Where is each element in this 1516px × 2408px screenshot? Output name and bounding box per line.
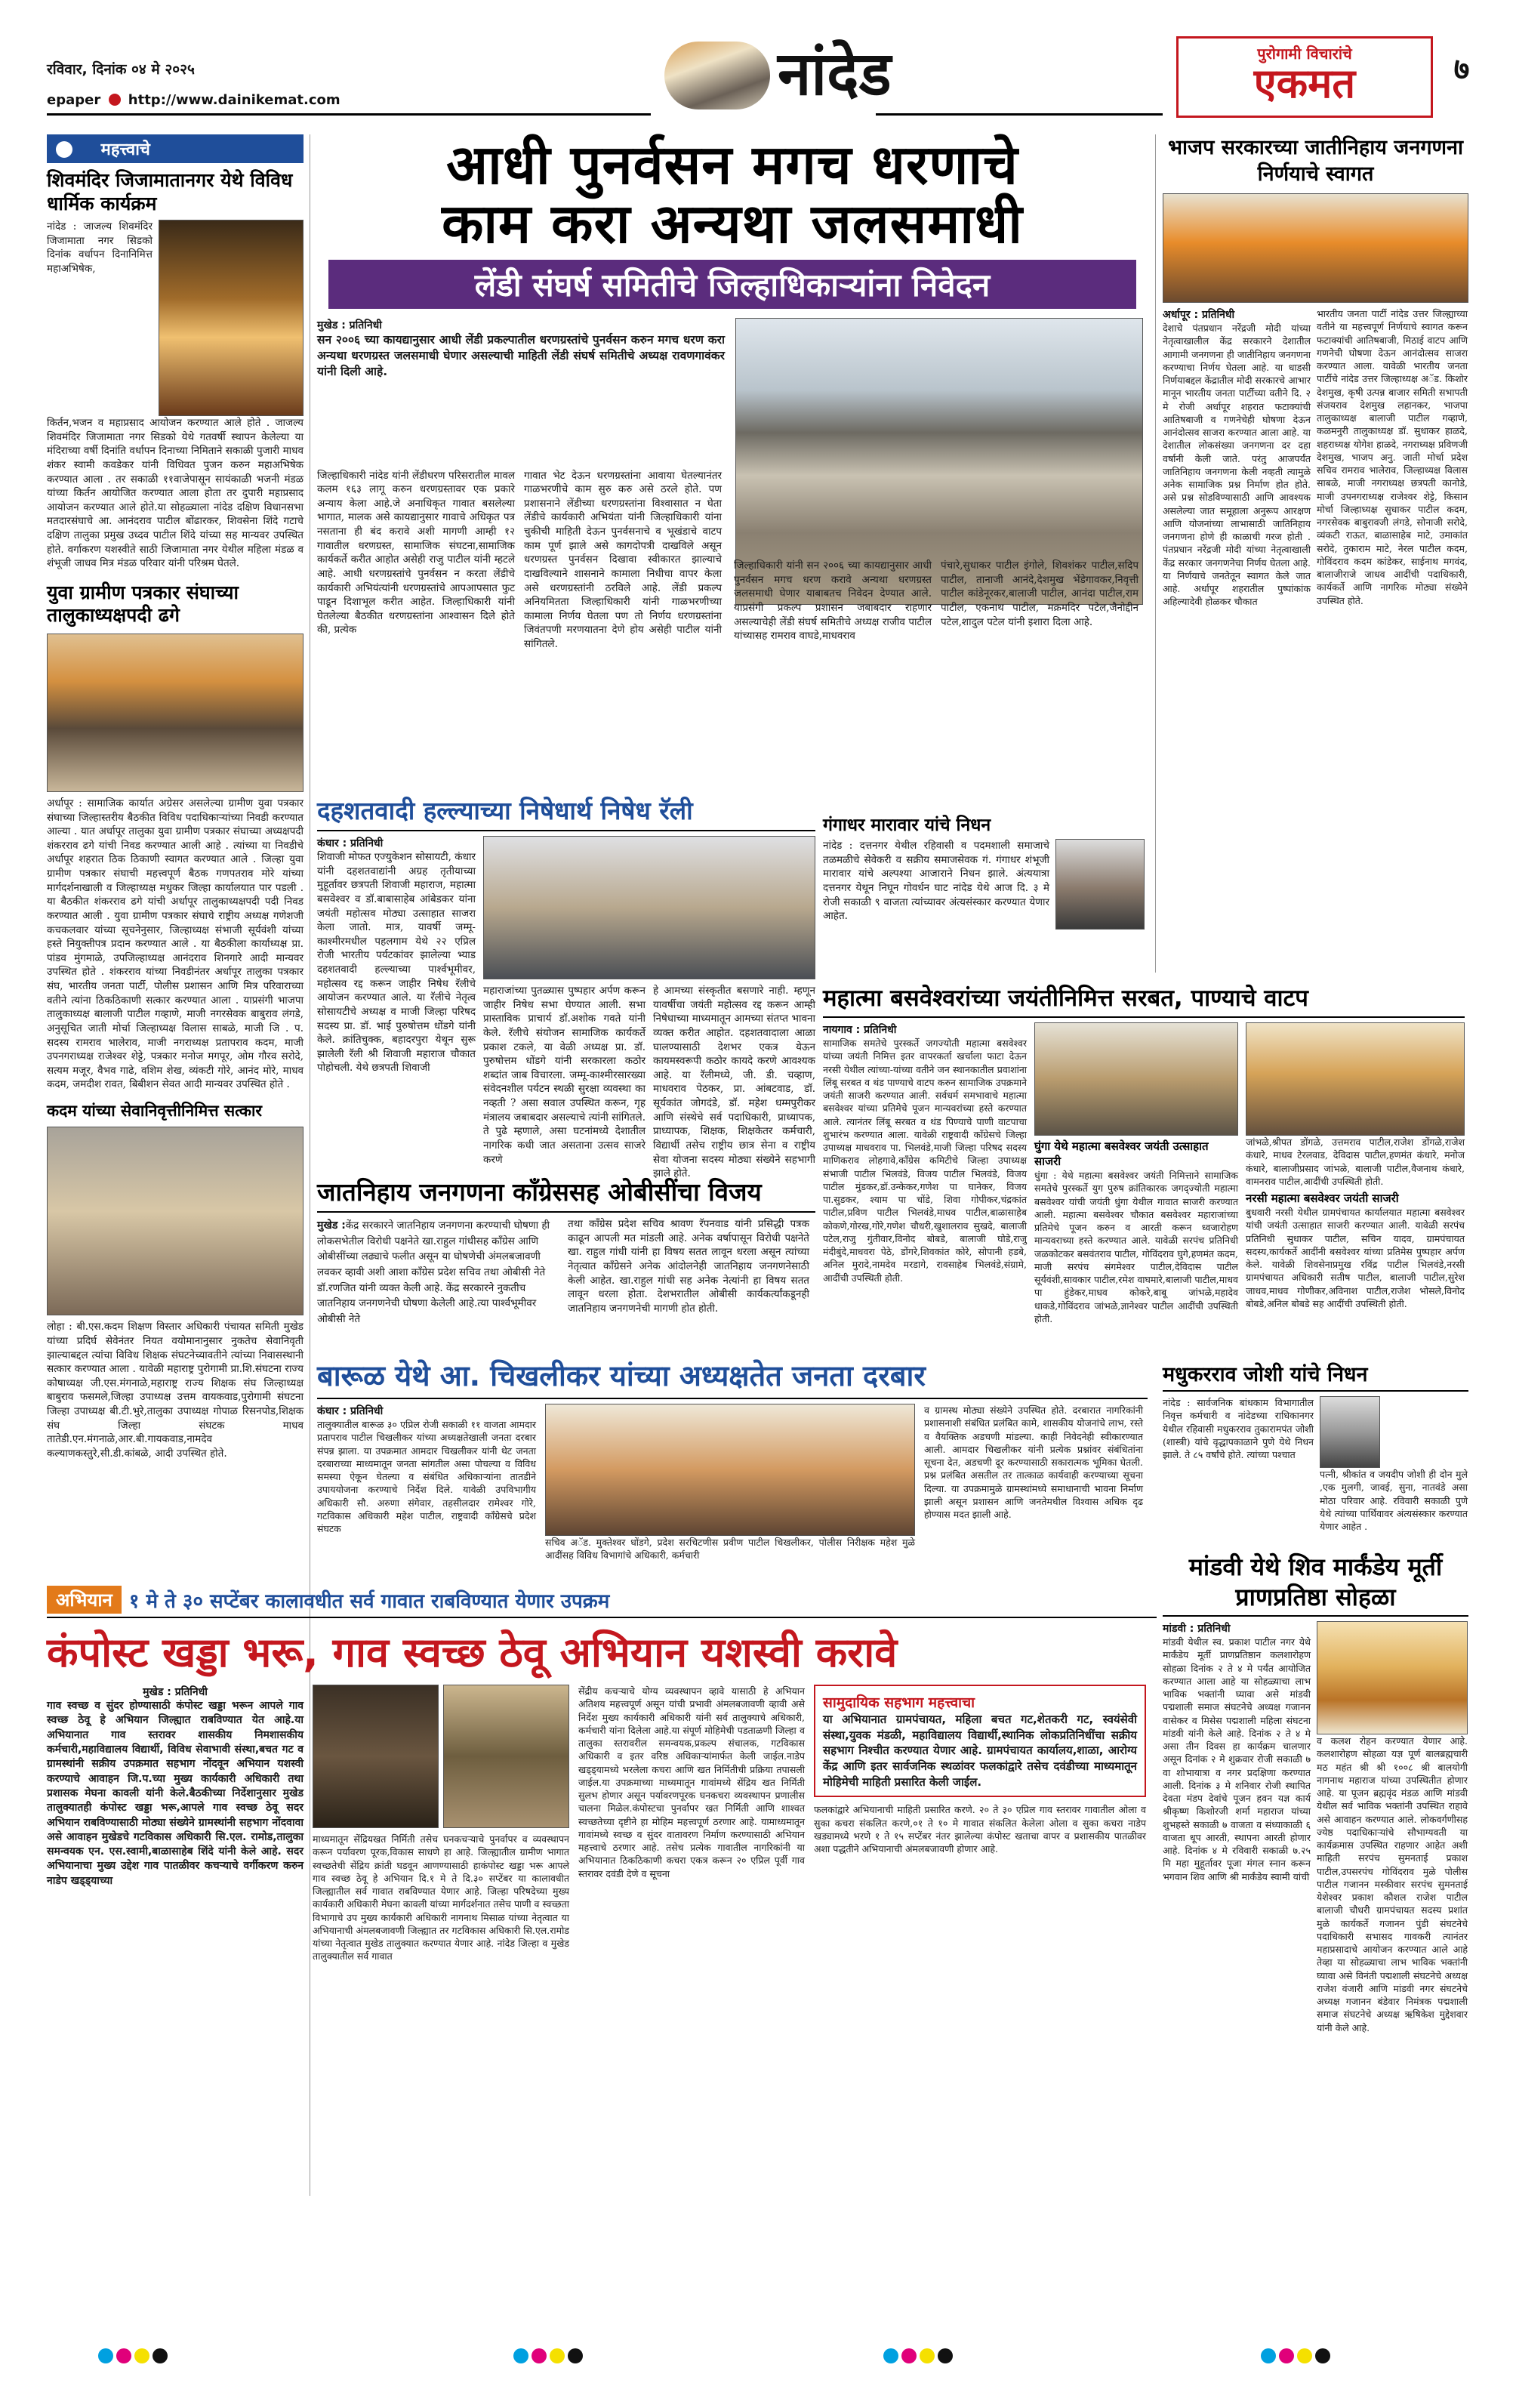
community-box-body: या अभियानात ग्रामपंचायत, महिला बचत गट,शेतकरी गट, स्वयंसेवी संस्था,युवक मंडळी, महाविद्यालय विद्यार्थी,स्थानिक लोकप्रतिनिधींचा सक्रीय सहभाग निश्चीत करण्यात येणार आहे. ग्रामपंचायत कार्यालय,शाळा, आरोग्य केंद्र आणि इतर सार्वजनिक स्थळांवर फलकांद्वारे तसेच दवंडीच्या माध्यमातून मोहिमेची माहिती प्रसारित केली जाईल. [823, 1713, 1137, 1789]
left-a3-body: लोहा : बी.एस.कदम शिक्षण विस्तार अधिकारी पंचायत समिती मुखेड यांच्या प्रदिर्घ सेवेनंतर नियत वयोमानानुसार नुकतेच सेवानिवृती झाल्याबद्दल त्यांचा विविध शिक्षक संघटनेच्यावतीने त्यांच्या निवासस्थानी सत्कार करण्यात आला . यावेळी महाराष्ट्र पुरोगामी प्रा.शि.संघटना राज्य कोषाध्यक्ष जी.एस.मंगनाळे,महाराष्ट्र राज्य शिक्षक संघ जिल्हाध्यक्ष बाबुराव फसमले,जिल्हा उपाध्यक्ष उत्तम वायकवाड,पुरोगामी संघटना जिल्हा उपाध्यक्ष बी.टी.भुरे,तालुका उपाध्यक्ष गोपाळ रिसनपोड,शिक्षक संघ जिल्हा संघटक माधव तातेडी.एन.मंगनाळे,आर.बी.गायकवाड,नामदेव कल्याणकस्तुरे,सी.डी.कांबळे, आदी उपस्थित होते. [47, 1321, 304, 1460]
jati-col-1: केंद्र सरकारने जातनिहाय जनगणना करण्याची घोषणा ही लोकसभेतील विरोधी पक्षनेते खा.राहुल गांधीसह कॉंग्रेस आणि ओबीसींच्या लढ्याचे फलीत असून या घोषणेची अंमलबजावणी लवकर व्हावी अशी आशा कॉंग्रेस प्रदेश सचिव तथा ओबीसी नेते डॉ.रणजित यांनी व्यक्त केली आहे. केंद्र सरकारने नुकतीच जातनिहाय जनगणनेची घोषणा केलेली आहे.त्या पार्श्वभूमीवर ओबीसी नेते [317, 1219, 550, 1325]
lead-col-2: गावात भेट देऊन धरणग्रस्तांना आवाया घेतल्यानंतर गाळभरणीचे काम सुरु करु असे ठरले होते. पण प्रशासनाने लेंडीच्या धरणग्रस्तांना विश्वासात न घेता लेंडीचे कार्यकारी अभियंता यांनी जिल्हाधिकारी यांना चुकीची माहिती देऊन पुनर्वसनाचे व भूखंडाचे वाटप काम पूर्ण झाले असे कागदोपत्री दाखविले असून धरणग्रस्त पुनर्वसन दिखावा स्वीकारत झाल्याचे दाखविल्याने शासनाने कामाला निधीचा वापर केला असे धरणग्रस्तांनी ठरविले आहे. लेंडी प्रकल्प अनियमितता जिल्हाधिकारी यांनी गाळभरणीच्या कामाला निर्णय घेतला पण तो निर्णय धरणग्रस्तांना जिवंतपणी मरणयातना देणे होय असेही पाटील यांनी सांगितले. [524, 469, 722, 650]
lead-deck: लेंडी संघर्ष समितीचे जिल्हाधिकाऱ्यांना निवेदन [328, 260, 1136, 309]
masthead [0, 0, 1516, 155]
journalist-group-photo [47, 634, 304, 792]
basav-photo-2 [1246, 1022, 1465, 1136]
ekmat-logo: एकमत [1253, 60, 1356, 107]
cyan-dot [513, 2348, 528, 2363]
cyan-dot [98, 2348, 113, 2363]
campaign-byline: मुखेड : प्रतिनिधी [143, 1686, 208, 1698]
community-box [814, 1685, 1146, 1797]
rally-col-3: हे आमच्या संस्कृतीत बसणारे नाही. म्हणून यावर्षीचा जयंती महोत्सव रद्द करून आम्ही निषेधाच्या माध्यमातून आमच्या संतप्त भावना व्यक्त करीत आहोत. दहशतवादाला आळा घालण्यासाठी देशभर एकत्र येऊन कायमस्वरूपी कठोर कायदे करणे आवश्यक आहे. या रॅलीमध्ये, जी. डी. चव्हाण, माधवराव पेठकर, प्रा. आंबटवाड, डॉ. सूर्यकांत जोगदंडे, डॉ. महेश धम्मपुरीकर आणि संस्थेचे सर्व पदाधिकारी, प्राध्यापक, प्राध्यापक, शिक्षक, शिक्षकेतर कर्मचारी, विद्यार्थी तसेच राष्ट्रीय छात्र सेना व राष्ट्रीय सेवा योजना सदस्य मोठ्या संख्येने सहभागी झाले होते. [653, 985, 815, 1180]
black-dot [153, 2348, 168, 2363]
darbar-title: बारूळ येथे आ. चिखलीकर यांच्या अध्यक्षतेत जनता दरबार [317, 1355, 1148, 1399]
yellow-dot [920, 2348, 935, 2363]
caste-census-story [317, 1174, 815, 1337]
print-registration-marks [98, 2348, 171, 2366]
page-number: ७ [1453, 52, 1470, 87]
darbar-byline: कंधार : प्रतिनिधी [317, 1405, 384, 1417]
yellow-dot [550, 2348, 565, 2363]
dhunga-subhead: घुंगा येथे महात्मा बसवेश्वर जयंती उत्साहात साजरी [1034, 1139, 1209, 1168]
magenta-dot [116, 2348, 131, 2363]
campaign-col-1: गाव स्वच्छ व सुंदर होण्यासाठी कंपोस्ट खड्डा भरून आपले गाव स्वच्छ ठेवू हे अभियान जिल्ह्यात राबविण्यात येत आहे.या अभियानात गाव स्तरावर शासकीय निमशासकीय कर्मचारी,महाविद्यालय विद्यार्थी, विविध सेवाभावी संस्था,बचत गट व ग्रामस्थांनी सक्रीय उपक्रमात सहभाग नोंदवून अभियान यशस्वी करण्याचे आवाहन जि.प.च्या मुख्य कार्यकारी अधिकारी तथा प्रशासक मेघना कावली यांनी केले.बैठकीच्या निर्देशानुसार मुखेड तालुक्यातही कंपोस्ट खड्डा भरू,आपले गाव स्वच्छ ठेवू सदर अभियान राबविण्यासाठी मोठ्या संख्येने ग्रामस्थांनी सहभाग नोंदवावा असे आवाहन मुखेडचे गटविकास अधिकारी सि.एल. रामोड,तालुका समन्वयक एन. एस.स्वामी,बाळासाहेब शिंदे यांनी केले आहे. सदर अभियानाचा मुख्य उद्देश गाव पातळीवर कचऱ्याचे वर्गीकरण करुन नाडेप खड्ड्याच्या [47, 1700, 304, 1887]
masthead-rule [47, 113, 651, 116]
basav-col-1: सामाजिक समतेचे पुरस्कर्ते जगज्योती महात्मा बसवेश्वर यांच्या जयंती निमित्त इतर वापरकर्ता खर्चाला फाटा देऊन नरसी येथील त्यांच्या-यांच्या वतीने जन स्थानकातील प्रवाशांना लिंबू सरबत व थंड पाण्याचे वाटप करुन सामाजिक उपक्रमाने जयंती साजरी करण्यात आली. सर्वधर्म समभावाचे महात्मा बसवेश्वर यांच्या प्रतिमेचे पूजन मान्यवरांच्या हस्ते करण्यात आले. त्यानंतर लिंबू सरबत व थंड पिण्याचे पाणी वाटपाचा शुभारंभ करण्यात आला. यावेळी राष्ट्रवादी कॉंग्रेसचे जिल्हा उपाध्यक्ष माधवराव पा. भिलवंडे,माजी जिल्हा परिषद सदस्य माणिकराव लोहगावे,कॉंग्रेस कमिटीचे जिल्हा उपाध्यक्ष संभाजी पाटील भिलवंडे, विजय पाटील भिलवंडे, विजय पाटील मुंडकर,डॉ.उन्केकर,गणेश पा घानेकर, विजय पा.सुडकर, श्याम पा चोंडे, शिवा गोपीकर,चंद्रकांत पाटील,प्रविण पाटील भिलवंडे,माधव पाटील,बाळासाहेब कोकणे,गोरख,गोरे,गणेश चौधरी,खुशालराव सुखदे, बालाजी पटेल,राजु गुंतीवार,विनोद बोबडे, बालाजी घोडे,राजु मंदीबुंदे,माधवरा पेठे, डोंगरे,शिवकांत कोरे, सोपानी हडबे, अनिल मुरादे,नामदेव मरडागे, रावसाहेब भिलवंडे,संग्रामे, आदींची उपस्थिती होती. [823, 1038, 1027, 1284]
print-registration-marks-4 [1261, 2348, 1333, 2366]
jati-title: जातनिहाय जनगणना कॉंग्रेससह ओबीसींचा विजय [317, 1174, 815, 1213]
compost-photo-1 [313, 1685, 439, 1828]
black-dot [1315, 2348, 1330, 2363]
cyan-dot [883, 2348, 898, 2363]
basav-title: महात्मा बसवेश्वरांच्या जयंतीनिमित्त सरबत, पाण्याचे वाटप [823, 982, 1465, 1018]
madhukar-body-2: पत्नी, श्रीकांत व जयदीप जोशी ही दोन मुले ,एक मुलगी, जावई, सुना, नातवंडे असा मोठा परिवार आहे. रविवारी सकाळी पुणे येथे त्यांच्या पार्थिवावर अंत्यसंस्कार करण्यात येणार आहेत . [1320, 1469, 1468, 1532]
temple-banner-photo [1317, 1621, 1468, 1734]
lead-headline-2: काम करा अन्यथा जलसमाधी [442, 191, 1023, 255]
bjp-title: भाजप सरकारच्या जातीनिहाय जनगणना निर्णयाचे स्वागत [1167, 136, 1464, 187]
compost-photo-2 [443, 1685, 569, 1828]
cyan-dot [1261, 2348, 1276, 2363]
left-a2-title: युवा ग्रामीण पत्रकार संघाच्या तालुकाध्यक्षपदी ढगे [47, 581, 239, 627]
campaign-col-2: माध्यमातून सेंद्रियखत निर्मिती तसेच घनकचऱ्याचे पुनर्वापर व व्यवस्थापन करून पर्यावरण पूरक,विकास साधणे हा आहे. जिल्ह्यातील ग्रामीण भागात स्वच्छतेची सेंद्रिय क्रांती घडवून आणण्यासाठी हाकंपोस्ट खड्डा भरू आपले गाव स्वच्छ ठेवू हे अभियान दि.१ मे ते दि.३० सप्टेंबर या कालावधीत जिल्ह्यातील सर्व गावात राबविण्यात येणार आहे. जिल्हा परिषदेच्या मुख्य कार्यकारी अधिकारी मेघना कावली यांच्या मार्गदर्शनात तसेच पाणी व स्वच्छता विभागाचे उप मुख्य कार्यकारी अधिकारी नागनाथ मिसाळ यांच्या नेतृत्वात या अभियानाची अंमलबजावणी जिल्ह्यात तर गटविकास अधिकारी सि.एल.रामोड यांच्या नेतृत्वात मुखेड तालुक्यात करण्यात येणार आहे. नांदेड जिल्हा व मुखेड तालुक्यातील सर्व गावात [313, 1833, 569, 1962]
obituary-gangadhar [823, 812, 1148, 967]
issue-date: रविवार, दिनांक ०४ मे २०२५ [47, 61, 195, 78]
rally-photo [483, 836, 815, 979]
campaign-col-4: फलकांद्वारे अभियानाची माहिती प्रसारित करणे. २० ते ३० एप्रिल गाव स्तरावर गावातील ओला व सुका कचरा संकलित करणे,०१ ते १० मे गावात संकलित केलेला ओला व सुका कचरा नाडेप खड्यामध्ये भरणे १ ते १५ सप्टेंबर नंतर झालेल्या कंपोस्ट खताचा वापर व प्रशासकीय पातळीवर अशा पद्धतीने अभियानाची अंमलबजावणी होणार आहे. [814, 1804, 1146, 1855]
darbar-caption: सचिव अॅड. मुक्तेश्वर धोंडगे, प्रदेश सरचिटणीस प्रवीण पाटील चिखलीकर, पोलीस निरीक्षक महेश मुळे आदींसह विविध विभागांचे अधिकारी, कर्मचारी [545, 1537, 915, 1562]
madhukar-title: मधुकरराव जोशी यांचे निधन [1163, 1359, 1468, 1392]
left-a1-body: किर्तन,भजन व महाप्रसाद आयोजन करण्यात आले होते . जाजल्य शिवमंदिर जिजामाता नगर सिडको येथे गतवर्षी स्थापन केलेल्या या मंदिराच्या वर्षी दिनांति वर्धापन दिनाच्या निमिताने सकाळी पुजारी माधव शंकर स्वामी कवडेकर यांनी विधिवत पुजन करुन महाअभिषेक करण्यात आला . तर सकाळी ११वाजेपासून सायंकाळी भजनी मंडळ यांच्या किर्तन आयोजित करण्यात आला होता तर दुपारी महाप्रसाद आयोजन करण्यात आले होते.या सोहळ्याला नांदेड दक्षिण विधानसभा मतदारसंघाचे आ. आनंदराव पाटील बोंढारकर, शिवसेना शिंदे गटाचे दक्षिण तालुका प्रमुख उध्दव पाटील शिंदे यांच्या सह मान्यवर उपस्थित होते. वर्गाकरण यशस्वीते साठी जिजामाता नगर येथील महिला मंडळ व शंभूजी जाधव मित्र मंडळ परिवार यांनी परिश्रम घेतले. [47, 417, 304, 570]
rally-story [317, 793, 815, 1180]
rally-byline: कंधार : प्रतिनिधी [317, 837, 384, 849]
rally-col-1: शिवाजी मोफत एज्युकेशन सोसायटी, कंधार यांनी दहशतवाद्यांनी अग्रह तृतीयाच्या मुहूर्तावर छत्रपती शिवाजी महाराज, महात्मा बसवेश्वर व डॉ.बाबासाहेब आंबेडकर यांना जयंती महोत्सव मोठ्या उत्साहात साजरा केला जातो. मात्र, यावर्षी जम्मू-काश्मीरमधील पहलगाम येथे २२ एप्रिल रोजी भारतीय पर्यटकांवर झालेल्या भ्याड दहशतवादी हल्ल्याच्या पार्श्वभूमीवर, महोत्सव रद्द करून जाहीर निषेध रॅलीचे आयोजन करण्यात आले. या रॅलीचे नेतृत्व सोसायटीचे अध्यक्ष व माजी जिल्हा परिषद सदस्य प्रा. डॉ. भाई पुरुषोत्तम धोंडगे यांनी केले. क्रांतिचुक्क, बहादरपुरा येथून सुरू झालेली रॅली श्री शिवाजी महाराज चौकात पोहोचली. येथे छत्रपती शिवाजी [317, 851, 476, 1075]
print-registration-marks-3 [883, 2348, 956, 2366]
mandvi-byline: मांडवी : प्रतिनिधी [1163, 1623, 1231, 1635]
mandvi-col-1: मांडवी येथील स्व. प्रकाश पाटील नगर येथे मार्कंडेय मूर्ती प्राणप्रतिष्ठान कलशारोहण सोहळा दिनांक २ ते ४ मे पर्यंत आयोजित करण्यात आला आहे या सोहळ्याचा लाभ भाविक भक्तांनी घ्यावा असे मांडवी पद्मशाली समाज संघटनेचे अध्यक्ष गजानन वासेकर व मिसेस पद्मशाली महिला संघटना मांडवी यांनी केले आहे. दिनांक २ ते ४ मे असा तीन दिवस हा कार्यक्रम चालणार असून दिनांक २ मे शुक्रवार रोजी सकाळी ७ वा शोभायात्रा व नगर प्रदक्षिणा करण्यात आली. दिनांक ३ मे शनिवार रोजी स्थापित देवता मंडप देवांचे पूजन हवन यज्ञ कार्य श्रीकृष्ण किशोरजी शर्मा महाराज यांच्या शुभहस्ते सकाळी ७ वाजता व संध्याकाळी ६ वाजता धूप आरती, स्थापना आरती होणार आहे. दिनांक ४ मे रविवारी सकाळी ७.२५ मि महा मुहूर्तावर पूजा मंगल स्नान करून भगवान शिव आणि श्री मार्कंडेय स्वामी यांची [1163, 1636, 1311, 1882]
masthead-rule-right [876, 113, 1163, 116]
jati-byline: मुखेड : [317, 1219, 346, 1232]
campaign-headline: कंपोस्ट खड्डा भरू, गाव स्वच्छ ठेवू अभियान यशस्वी करावे [47, 1629, 898, 1676]
bjp-byline: अर्धापूर : प्रतिनिधी [1163, 309, 1235, 322]
community-box-title: सामुदायिक सहभाग महत्त्वाचा [823, 1694, 975, 1711]
darbar-col-2: व ग्रामस्थ मोठ्या संख्येने उपस्थित होते. दरबारात नागरिकांनी प्रशासनाशी संबंधित प्रलंबित कामे, शासकीय योजनांचे लाभ, रस्ते व वैयक्तिक अडचणी मांडल्या. काही निवेदनेही स्वीकारण्यात आली. आमदार चिखलीकर यांनी प्रत्येक प्रश्नांवर संबंधितांना सूचना देत, अडचणी दूर करण्यासाठी सकारात्मक भूमिका घेतली. प्रश्न प्रलंबित असतील तर तात्काळ कार्यवाही करण्याच्या सूचना दिल्या. या उपक्रमामुळे ग्रामस्थांमध्ये समाधानाची भावना निर्माण झाली असून प्रशासन आणि जनतेमधील विश्वास अधिक दृढ होण्यास मदत झाली आहे. [924, 1404, 1143, 1520]
magenta-dot [532, 2348, 547, 2363]
temple-photo [159, 220, 304, 416]
gangadhar-body: नांदेड : दत्तनगर येथील रहिवासी व पदमशाली समाजाचे तळमळीचे सेवेकरी व सक्रीय समाजसेवक गं. गंगाधर शंभूजी मारावार यांचे अल्पश्या आजाराने निधन झाले. अंत्ययात्रा दत्तनगर येथून निघून गोवर्धन घाट नांदेड येथे आज दि. ३ मे रोजी सकाळी ९ वाजता त्यांच्यावर अंत्यसंस्कार करण्यात येणार आहेत. [823, 840, 1049, 923]
lead-col-3: जिल्हाधिकारी यांनी सन २००६ च्या कायद्यानुसार आधी पुनर्वसन मगच धरण करावे अन्यथा धरणग्रस्त जलसमाधी घेणार याबाबतच निवेदन देण्यात आले. याप्रसंगी प्रकल्प प्रशासन जबाबदार राहणार असल्याचेही लेंडी संघर्ष समितीचे अध्यक्ष राजीव पाटील यांच्यासह रामराव वाघडे,माधवराव [734, 560, 932, 643]
lead-col-1: जिल्हाधिकारी नांदेड यांनी लेंडीधरण परिसरातील मावल कलम १६३ लागू करुन धरणग्रस्तावर एक प्रकारे अन्याय केला आहे.जे अनाधिकृत गावात बसलेल्या भागात, मालक असे कायद्यानुसार गावाचे अधिकृत पत्र नसताना ही बंद करावे अशी मागणी आम्ही १२ गावातील धरणग्रस्त, सामाजिक संघटना,सामाजिक कार्यकर्ते करीत आहोत असेही राजु पाटील यांनी म्हटले आहे. आधी धरणग्रस्तांचे पुनर्वसन न करता लेंडीचे कार्यकारी अभियंत्यांनी धरणग्रस्तांचे आपआपसात फुट पाडून दिशाभूल करीत आहेत. जिल्हाधिकारी यांनी घेतलेल्या बैठकीत धरणग्रस्तांना आश्वासन दिले होते की, प्रत्येक [317, 469, 515, 637]
campaign-col-3: सेंद्रीय कचऱ्याचे योग्य व्यवस्थापन व्हावे यासाठी हे अभियान अतिशय महत्त्वपूर्ण असून यांची प्रभावी अंमलबजावणी व्हावी असे निर्देश मुख्य कार्यकारी अधिकारी यांनी सर्व तालुक्याचे अधिकारी, कर्मचारी यांना दिलेला आहे.या संपूर्ण मोहिमेची पडताळणी जिल्हा व तालुका स्तरावरील समन्वयक,प्रकल्प संचालक, गटविकास अधिकारी व इतर वरिष्ठ अधिकाऱ्यांमार्फत केली जाईल.नाडेप खड्ड्यामध्ये भरलेला कचरा आणि खत निर्मितीची प्रक्रिया तपासली जाईल.या उपक्रमाच्या माध्यमातून गावांमध्ये सेंद्रिय खत निर्मिती सुलभ होणार असून पर्यावरणपूरक घनकचरा व्यवस्थापन प्रणालीस चालना मिळेल.कंपोस्टचा पुनर्वापर खत निर्मिती आणि शाश्वत स्वच्छतेच्या दृष्टीने हा मोहिम महत्त्वपूर्ण ठरणार आहे. यामाध्यमातून गावांमध्ये स्वच्छ व सुंदर वातावरण निर्माण करण्यासाठी अभियान महत्त्वाचे ठरणार आहे. तसेच प्रत्येक गावातील नागरिकांनी या अभियानात ठिकठिकाणी कचरा एकत्र करून २० एप्रिल पूर्वी गाव स्तरावर दवंडी देणे व सूचना [578, 1685, 805, 1879]
basav-col-3: जांभळे,श्रीपत डोंगळे, उत्तमराव पाटील,राजेश डोंगळे,राजेश कंधारे, माधव टेरलवाड, देविदास पाटील,हणमंत कंधारे, मनोज कंधारे, बालाजीप्रसाद जांभळे, बालाजी पाटील,वैजनाथ कंधारे, वामनराव पाटील,आदींची उपस्थिती होती. [1246, 1136, 1465, 1187]
info-icon [56, 141, 72, 158]
darbar-col-1: तालुक्यातील बारूळ ३० एप्रिल रोजी सकाळी ११ वाजता आमदार प्रतापराव पाटील चिखलीकर यांच्या अध्यक्षतेखाली जनता दरबार संपन्न झाला. या उपक्रमात आमदार चिखलीकर यांनी थेट जनता दरबाराच्या माध्यमातून जनता सांगतील असा पोचल्या व विविध समस्या ऐकून घेतल्या व संबंधित अधिकाऱ्यांना तातडीने उपाययोजना करण्याचे निर्देश दिले. यावेळी उपविभागीय अधिकारी सौ. अरुणा संगेवार, तहसीलदार रामेश्वर गोरे, गटविकास अधिकारी महेश पाटील, राष्ट्रवादी कॉंग्रेसचे प्रदेश संघटक [317, 1419, 536, 1534]
section-tag-label: महत्त्वाचे [100, 140, 150, 159]
obituary-madhukar [1163, 1359, 1468, 1548]
lead-intro: सन २००६ च्या कायद्यानुसार आधी लेंडी प्रकल्पातील धरणग्रस्तांचे पुनर्वसन करुन मगच धरण करा अन्यथा धरणग्रस्त जलसमाधी घेणार असल्याची माहिती लेंडी संघर्ष समितीचे अध्यक्ष रावणगावंकर यांनी दिली आहे. [317, 332, 725, 379]
lead-col-4: पंचारे,सुधाकर पाटील इंगोले, शिवशंकर पाटील,सदिप पाटील, तानाजी आनंदे,देशमुख भेंडेगावकर,निवृत्ती पाटील कांडेनूरकर,बालाजी पाटील, आनंदा पाटील,राम पाटील, एकनाथ पाटील, मक्रमदिर पटेल,जैनोद्दीन पटेल,शादुल पटेल यांनी इशारा दिला आहे. [941, 560, 1139, 628]
madhukar-body: नांदेड : सार्वजनिक बांधकाम विभागातील निवृत्त कर्मचारी व नांदेडच्या राधिकानगर येथील रहिवासी मधुकरराव तुकारामपंत जोशी (शास्त्री) यांचे वृद्धापकाळाने पुणे येथे निधन झाले. ते ८५ वर्षांचे होते. त्यांच्या पश्चात [1163, 1397, 1314, 1460]
basav-photo-1 [1034, 1022, 1238, 1136]
tagline: पुरोगामी विचारांचे [1257, 45, 1352, 63]
epaper-label: epaper [47, 92, 101, 108]
magenta-dot [901, 2348, 917, 2363]
retirement-photo [47, 1127, 304, 1315]
mandvi-col-2: व कलश रोहन करण्यात येणार आहे. कलशारोहण सोहळा यज्ञ पूर्ण बालब्रह्मचारी मठ महंत श्री श्री १००८ श्री बालयोगी नागनाथ महाराज यांच्या उपस्थितीत होणार आहे. या पूजन ब्रह्मवृंद मंडळ आणि मांडवी येथील सर्व भाविक भक्तांनी उपस्थित राहावे असे आवाहन करण्यात आले. लोकवर्गणीसह ज्येष्ठ पदाधिकाऱ्यांचे सौभाग्यवती या कार्यक्रमास उपस्थित राहणार आहेत अशी माहिती सरपंच सुमनताई प्रकाश पाटील,उपसरपंच गोविंदराव मुळे पोलीस पाटील गजानन मस्कीवार सरपंच सुमनताई येशेश्वर प्रकाश कौशल राजेश पाटील बालाजी चौधरी ग्रामपंचायत सदस्य प्रशांत मुळे कार्यकर्ते गजानन पुंडी संघटनेचे पदाधिकारी सभासद गावकरी त्यानंतर महाप्रसादाचे आयोजन करण्यात आले आहे तेव्हा या सोहळ्याचा लाभ भाविक भक्तांनी घ्यावा असे विनंती पद्मशाली संघटनेचे अध्यक्ष राजेश वंजारी आणि मांडवी नगर संघटनेचे अध्यक्ष गजानन बंडेवार निमंत्रक पद्मशाली समाज संघटनेचे अध्यक्ष ऋषिकेश मुद्देशवार यांनी केले आहे. [1317, 1735, 1468, 2033]
left-a3-title: कदम यांच्या सेवानिवृत्तीनिमित्त सत्कार [47, 1102, 262, 1120]
bjp-photo [1163, 193, 1468, 303]
rally-title: दहशतवादी हल्ल्याच्या निषेधार्थ निषेध रॅली [317, 793, 815, 831]
lead-story [317, 133, 1148, 785]
madhukar-portrait [1320, 1396, 1380, 1468]
print-registration-marks-2 [513, 2348, 586, 2366]
epaper-url[interactable]: http://www.dainikemat.com [128, 92, 340, 108]
logo-box [1176, 36, 1433, 118]
yellow-dot [1297, 2348, 1312, 2363]
right-col-divider [1155, 134, 1156, 973]
campaign-story [47, 1586, 1157, 2280]
black-dot [568, 2348, 583, 2363]
gangadhar-portrait [1055, 839, 1145, 930]
bjp-col-1: देशाचे पंतप्रधान नरेंद्रजी मोदी यांच्या नेतृत्वाखालील केंद्र सरकारने देशातील आगामी जनगणना ही जातीनिहाय जनगणना करण्याचा निर्णय घेतला आहे. या धाडसी निर्णयाबद्दल केंद्रातील मोदी सरकारचे आभार मानून भारतीय जनता पार्टीच्या वतीने दि. २ मे रोजी अर्धापूर शहरात फटाक्यांची आतिषबाजी व गणनेचेही घोषणा देऊन आनंदोत्सव साजरा करण्यात आला आहे. या देशातील लोकसंख्या जनगणना दर दहा वर्षानी केली जाते. परंतु आजपर्यंत जातिनिहाय जनगणना केली नव्हती त्यामुळे अनेक सामाजिक प्रश्न निर्माण होत होते. असे प्रश्न सोडविण्यासाठी आणि आवश्यक असलेल्या जात समूहाला अनुरूप आरक्षण आणि योजनांच्या लाभासाठी जातिनिहाय जनगणना होणे ही काळाची गरज होती . पंतप्रधान नरेंद्रजी मोदी यांच्या नेतृत्वाखाली केंद्र सरकार जनगणनेचा निर्णय घेतला आहे. या निर्णयाचे जनतेतून स्वागत केले जात आहे. अर्धापूर शहरातील पुष्पांकांक अहिल्यादेवी होळकर चौकात [1163, 322, 1311, 608]
basav-byline: नायगाव : प्रतिनिधी [823, 1024, 897, 1036]
gangadhar-title: गंगाधर मारावार यांचे निधन [823, 816, 991, 835]
left-a1-lead: नांदेड : जाजल्य शिवमंदिर जिजामाता नगर सिडको दिनांक वर्धापन दिनानिमित्त महाअभिषेक, [47, 220, 153, 275]
epaper-line [47, 92, 340, 108]
edition-emblem [664, 42, 770, 109]
mandvi-title: मांडवी येथे शिव मार्कंडेय मूर्ती प्राणप्रतिष्ठा सोहळा [1163, 1552, 1468, 1617]
magenta-dot [1279, 2348, 1294, 2363]
basaveshwar-story [823, 982, 1465, 1352]
janata-darbar-story [317, 1355, 1148, 1582]
campaign-tag: अभियान [47, 1586, 122, 1614]
edition-name: नांदेड [778, 39, 892, 109]
globe-icon [109, 94, 121, 106]
basav-col-2: धुंगा : येथे महात्मा बसवेश्वर जयंती निमित्ताने सामाजिक समतेचे पुरस्कर्ते युग पुरुष क्रांतिकारक जगद्ज्योती महात्मा बसवेश्वर यांची जयंती धुंगा येथील गावात साजरी करण्यात आली. महात्मा बसवेश्वर चौकात बसवेश्वर महाराजांच्या प्रतिमेचे पूजन करुन व आरती करून ध्वजारोहण मान्यवराच्या हस्ते करण्यात आले. यावेळी सरपंच प्रतिनिधी जळकोटकर बसवंतराव पाटील, गोविंदराव घुगे,हणमंत कदम, माजी सरपंच संगमेश्वर पाटील,देविदास पाटील सूर्यवंशी,सावकार पाटील,रमेश वाघमारे,बालाजी पाटील,माधव पा हुंडेकर,माधव कोकरे,बाबू जांभळे,महादेव धाकडे,गोविंदराव जांभळे,ज्ञानेश्वर पाटील आदींची उपस्थिती होती. [1034, 1170, 1238, 1324]
black-dot [938, 2348, 953, 2363]
mandvi-story [1163, 1552, 1468, 2277]
campaign-strap: १ मे ते ३० सप्टेंबर कालावधीत सर्व गावात राबविण्यात येणार उपक्रम [128, 1589, 610, 1613]
rally-col-2: महाराजांच्या पुतळ्यास पुष्पहार अर्पण करून जाहीर निषेध सभा घेण्यात आली. सभा प्रास्ताविक प्राचार्य डॉ.अशोक गवते यांनी केले. रॅलीचे संयोजन सामाजिक कार्यकर्ते प्रकाश टकले, या वेळी अध्यक्ष प्रा. डॉ. पुरुषोत्तम धोंडगे यांनी सरकारला कठोर शब्दांत जाब विचारला. जम्मू-काश्मीरसारख्या संवेदनशील पर्यटन स्थळी सुरक्षा व्यवस्था का नव्हती ? असा सवाल उपस्थित करून, गृह मंत्रालय जबाबदार असल्याचे त्यांनी सांगितले. ते पुढे म्हणाले, असा घटनांमध्ये देशातील नागरिक कधी जात असताना उत्सव साजरे करणे [483, 985, 646, 1166]
lead-headline-1: आधी पुनर्वसन मगच धरणाचे [446, 133, 1018, 196]
narsi-subhead: नरसी महात्मा बसवेश्वर जयंती साजरी [1246, 1192, 1399, 1205]
bjp-story [1163, 134, 1468, 973]
madhukar-body-2a [1385, 1396, 1468, 1468]
lead-byline: मुखेड : प्रतिनिधी [317, 319, 382, 331]
darbar-photo [545, 1404, 915, 1536]
bjp-col-2: भारतीय जनता पार्टी नांदेड उत्तर जिल्ह्याच्या वतीने या महत्त्वपूर्ण निर्णयाचे स्वागत करून फटाक्यांची आतिषबाजी, मिठाई वाटप आणि गणनेची घोषणा देऊन आनंदोत्सव साजरा करण्यात आला. यावेळी भारतीय जनता पार्टीचे नांदेड उत्तर जिल्हाध्यक्ष अॅड. किशोर देशमुख, कृषी उत्पन्न बाजार समिती सभापती संजयराव देशमुख लहानकर, भाजपा तालुकाध्यक्ष बालाजी पाटील गव्हाणे, कळमनुरी तालुकाध्यक्ष डॉ. सुधाकर हाळदे, शहराध्यक्ष योगेश हाळदे, नगराध्यक्ष प्रविणजी देशमुख, भाजप अनु. जाती मोर्चा प्रदेश सचिव रामराव भालेराव, जिल्हाध्यक्ष विलास साबळे, माजी नगराध्यक्ष छत्रपती कानोडे, माजी उपनगराध्यक्ष राजेश्वर शेट्टे, किसान मोर्चा जिल्हाध्यक्ष सुधाकर पाटील कदम, नगरसेवक बाबुरावजी लंगडे, सोनाजी सरोदे, व्यंकटी राऊत, बाळासाहेब माटे, उमाकांत सरोदे, तुकाराम माटे, नेरल पाटील कदम, गोविंदराव कदम कांडेकर, साईनाथ मगवंद, बालाजीराजे जाधव आदींची पदाधिकारी, कार्यकर्ते आणि नागरिक मोठ्या संख्येने उपस्थित होते. [1317, 308, 1468, 606]
left-a2-body: अर्धापूर : सामाजिक कार्यात अग्रेसर असलेल्या ग्रामीण युवा पत्रकार संघाच्या जिल्हास्तरीय बैठकीत विविध पदाधिकाऱ्यांच्या निवडी करण्यात आल्या . यात अर्धापूर तालुका युवा ग्रामीण पत्रकार संघाच्या अध्यक्षपदी शंकरराव ढगे यांची निवड करण्यात आली आहे . त्यांच्या या निवडीचे अर्धापूर शहरात ठिक ठिकाणी स्वागत करण्यात आले . जिल्हा युवा ग्रामीण पत्रकार संघाची महत्त्वपूर्ण बैठक गणपतराव मोरे यांच्या मार्गदर्शनाखाली व जिल्हाध्यक्ष मधुकर जिल्हा कार्यालयात पार पडली . या बैठकीत शंकरराव ढगे यांची अर्धापूर तालुकाध्यक्षपदी पदी निवड करण्यात आली . युवा ग्रामीण पत्रकार संघाचे राष्ट्रीय अध्यक्ष गणेशजी कचकलवार यांच्या सूचनेनुसार, जिल्हाध्यक्ष संभाजी सूर्यवंशी यांच्या हस्ते नियुक्तीपत्र प्रदान करण्यात आले . या बैठकीला कार्याध्यक्ष प्रा. पांडव मुंगमाळे, उपजिल्हाध्यक्ष आनंदराव शिनगारे आदी मान्यवर उपस्थित होते . शंकरराव यांच्या निवडीनंतर अर्धापूर तालुका पत्रकार संघ, भारतीय जनता पार्टी, पोलीस प्रशासन आणि मित्र परिवाराच्या वतीने त्यांना ठिकठिकाणी सत्कार करण्यात आला . याप्रसंगी भाजपा तालुकाध्यक्ष बालाजी पाटील गव्हाणे, माजी नगरसेवक बाबुराव लंगडे, अनुसूचित जाती मोर्चा जिल्हाध्यक्ष विलास साबळे, माजी जि . प. सदस्य रामराव भालेराव, माजी नगराध्यक्ष प्रतापराव कदम, माजी उपनगराध्यक्ष राजेश्वर शेट्टे, पत्रकार मनोज मगपूर, ओम गौरव सरोदे, सत्यम मजूर, वैभव गाढे, वशिम शेख, व्यंकटी गोरे, आनंद मोरे, माधव कदम, जमदीश रावत, बिबीशन सेवत आदी मान्यवर उपस्थित होते . [47, 797, 304, 1091]
jati-col-2: तथा कॉंग्रेस प्रदेश सचिव श्रावण रॅपनवाड यांनी प्रसिद्धी पत्रक काढून आपली मत मांडली आहे. अनेक वर्षापासून विरोधी पक्षनेते खा. राहुल गांधी यांनी हा विषय सतत लावून धरला असून त्यांच्या नेतृत्वात कॉंग्रेसने अनेक आंदोलनेही जातनिहाय जनगणनेसाठी केली आहेत. खा.राहुल गांधी सह अनेक नेत्यांनी हा विषय सतत लावून धरला होता. देशभरातील ओबीसी कार्यकर्त्यांकडूनही जातनिहाय जनगणनेची मागणी होत होती. [568, 1218, 809, 1315]
yellow-dot [134, 2348, 149, 2363]
left-a1-title: शिवमंदिर जिजामातानगर येथे विविध धार्मिक कार्यक्रम [47, 169, 293, 214]
basav-col-4: बुधवारी नरसी येथील ग्रामपंचायत कार्यालयात महात्मा बसवेश्वर यांची जयंती उत्साहात साजरी करण्यात आली. यावेळी सरपंच प्रतिनिधी सुधाकर पाटील, सचिन यादव, ग्रामपंचायत सदस्य,कार्यकर्ते आदींनी बसवेश्वर यांच्या प्रतिमेस पुष्पहार अर्पण केले. यावेळी शिवसेनाप्रमुख रविंद्र पाटील भिलवंडे,नरसी ग्रामपंचायत अधिकारी सतीष पाटील, बालाजी पाटील,सुरेश जाधव,माधव गोणीकर,अविनाश पाटील,राजेश भोसले,विनोद बोबडे,अनिल बोबडे सह आदींची उपस्थिती होती. [1246, 1207, 1465, 1309]
section-tag [47, 134, 304, 163]
